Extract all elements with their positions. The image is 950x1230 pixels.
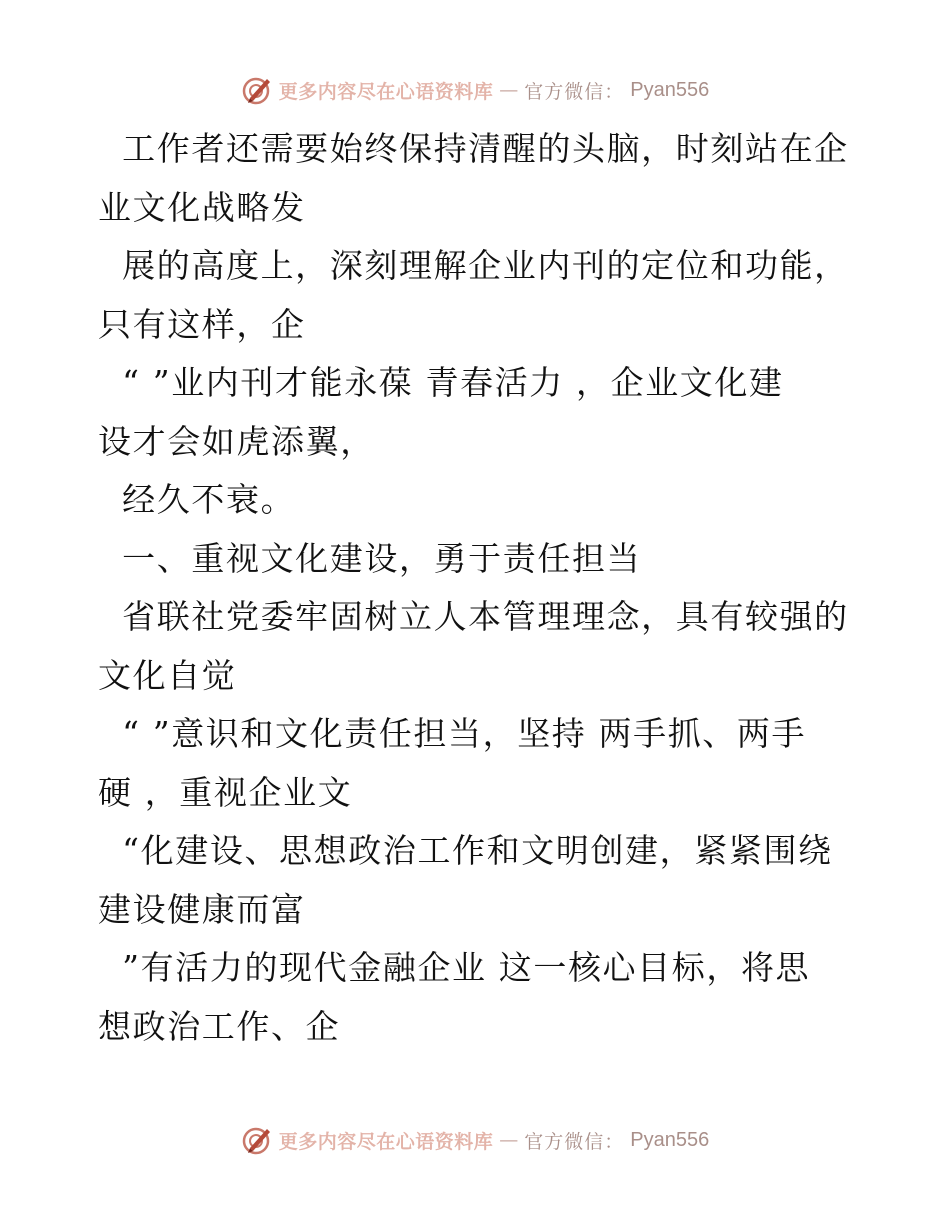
- body-line: 业文化战略发: [98, 187, 306, 227]
- body-line: 建设健康而富: [98, 889, 306, 929]
- banner-separator: —: [499, 1129, 519, 1151]
- banner-wechat-id: Pyan556: [630, 78, 710, 101]
- body-line: “化建设、思想政治工作和文明创建，紧紧围绕: [98, 831, 833, 870]
- banner-title: 更多内容尽在心语资料库: [278, 1130, 494, 1153]
- body-line: 省联社党委牢固树立人本管理理念，具有较强的: [98, 597, 849, 636]
- body-line: ”有活力的现代金融企业 这一核心目标，将思: [98, 948, 811, 987]
- body-line: 想政治工作、企: [98, 1006, 341, 1046]
- section-heading: 一、重视文化建设，勇于责任担当: [98, 538, 642, 578]
- body-line: 设才会如虎添翼，: [98, 421, 375, 461]
- document-body: [98, 120, 858, 1056]
- header-banner: [0, 70, 950, 110]
- banner-separator: —: [499, 79, 519, 101]
- body-line: 文化自觉: [98, 655, 237, 695]
- pen-circle-logo-icon: [241, 74, 273, 106]
- body-line: “ ”业内刊才能永葆 青春活力 ，企业文化建: [98, 363, 784, 402]
- banner-wechat-label: 官方微信：: [524, 80, 625, 103]
- body-line: 经久不衰。: [98, 480, 296, 519]
- banner-wechat-id: Pyan556: [630, 1128, 710, 1151]
- body-line: 只有这样，企: [98, 304, 306, 344]
- body-line: 硬 ，重视企业文: [98, 772, 353, 812]
- banner-wechat-label: 官方微信：: [524, 1130, 625, 1153]
- body-line: 工作者还需要始终保持清醒的头脑，时刻站在企: [98, 129, 849, 168]
- pen-circle-logo-icon: [241, 1124, 273, 1156]
- footer-banner: [0, 1120, 950, 1160]
- banner-title: 更多内容尽在心语资料库: [278, 80, 494, 103]
- body-line: “ ”意识和文化责任担当，坚持 两手抓、两手: [98, 714, 807, 753]
- body-line: 展的高度上，深刻理解企业内刊的定位和功能，: [98, 246, 849, 285]
